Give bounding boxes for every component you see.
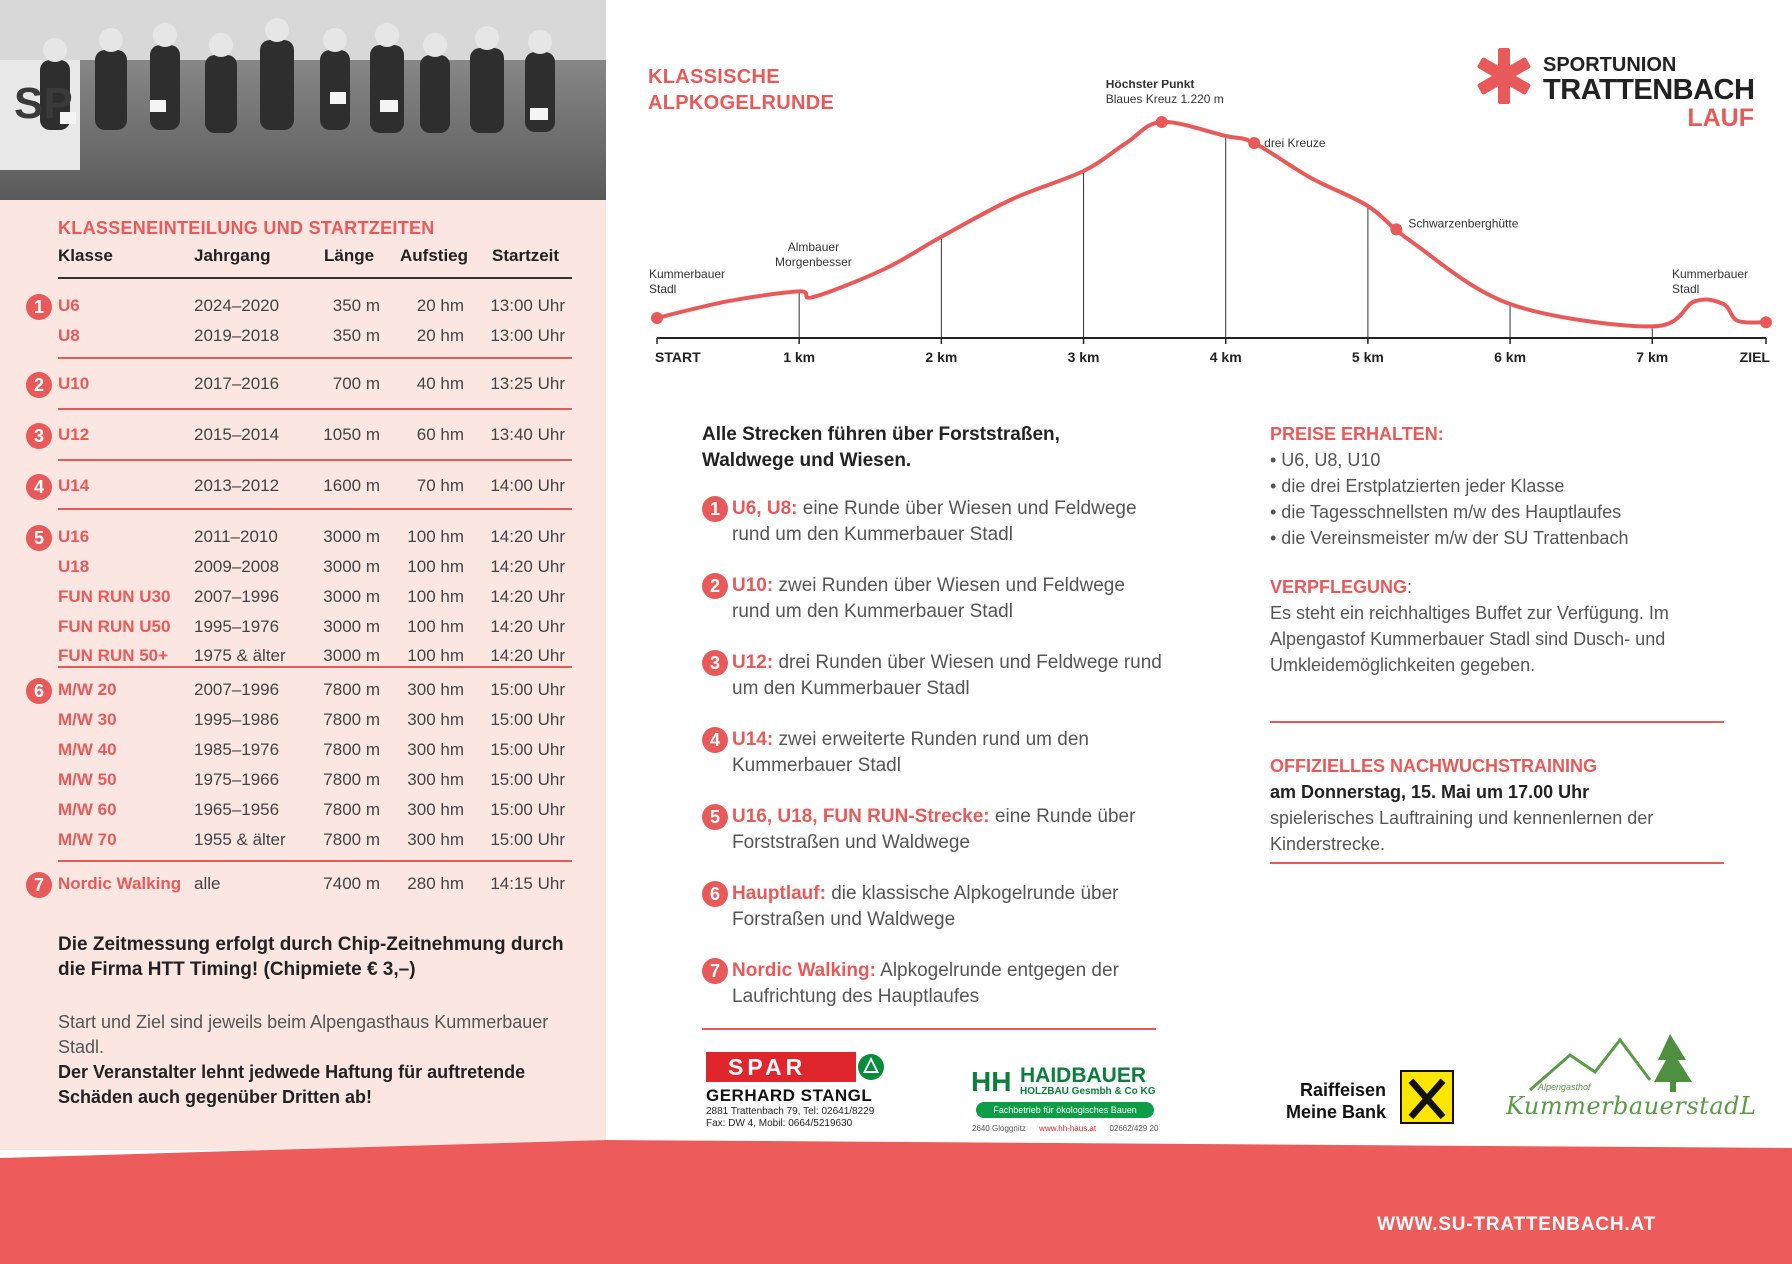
raiffeisen-line2: Meine Bank xyxy=(1285,1102,1386,1122)
cell-laenge: 3000 m xyxy=(323,527,380,546)
cell-startzeit: 15:00 Uhr xyxy=(490,770,565,789)
cell-jahrgang: 2017–2016 xyxy=(194,374,280,393)
cell-aufstieg: 300 hm xyxy=(407,770,464,789)
route-item xyxy=(702,804,1162,856)
x-tick-label: START xyxy=(655,349,701,365)
cell-laenge: 350 m xyxy=(332,296,380,315)
header-startzeit: Startzeit xyxy=(492,246,560,265)
cell-laenge: 700 m xyxy=(332,374,380,393)
spar-word: SPAR xyxy=(728,1054,807,1080)
haidbauer-footer xyxy=(972,1124,1158,1133)
cell-aufstieg: 20 hm xyxy=(416,296,464,315)
waypoint-label: Stadl xyxy=(1672,282,1700,297)
route-text: Alpkogelrunde entgegen der Laufrichtung des Hauptlaufes xyxy=(732,960,1119,1007)
spar-sponsor-logo xyxy=(706,1052,886,1130)
header-klasse: Klasse xyxy=(58,246,113,265)
cell-jahrgang: 2013–2012 xyxy=(194,476,280,495)
cell-laenge: 3000 m xyxy=(323,617,380,636)
cell-aufstieg: 300 hm xyxy=(407,800,464,819)
group-divider xyxy=(58,666,572,668)
route-description xyxy=(732,958,1162,1010)
cell-klasse: FUN RUN U50 xyxy=(58,617,171,636)
cell-aufstieg: 100 hm xyxy=(407,617,464,636)
group-divider xyxy=(58,459,572,461)
class-row xyxy=(0,296,606,320)
route-item xyxy=(702,496,1162,548)
cell-startzeit: 13:25 Uhr xyxy=(490,374,565,393)
middle-divider xyxy=(702,1028,1156,1030)
cell-aufstieg: 100 hm xyxy=(407,527,464,546)
cell-startzeit: 15:00 Uhr xyxy=(490,680,565,699)
route-item xyxy=(702,573,1162,625)
cell-klasse: U8 xyxy=(58,326,80,345)
cell-aufstieg: 40 hm xyxy=(416,374,464,393)
route-text: eine Runde über Wiesen und Feldwege rund um den Kummerbauer Stadl xyxy=(732,498,1137,545)
class-row xyxy=(0,740,606,764)
cell-klasse: U16 xyxy=(58,527,90,546)
cell-startzeit: 14:20 Uhr xyxy=(490,617,565,636)
runners-photo xyxy=(0,0,606,200)
route-heading: U16, U18, FUN RUN-Strecke: xyxy=(732,806,990,827)
cell-startzeit: 14:20 Uhr xyxy=(490,557,565,576)
haidbauer-name: HAIDBAUER xyxy=(1020,1064,1146,1087)
group-number-badge: 1 xyxy=(26,294,52,320)
cell-startzeit: 14:20 Uhr xyxy=(490,646,565,665)
cell-startzeit: 14:15 Uhr xyxy=(490,874,565,893)
class-table-title: KLASSENEINTEILUNG UND STARTZEITEN xyxy=(58,218,435,238)
cell-jahrgang: alle xyxy=(194,874,221,893)
logo-line2: TRATTENBACH xyxy=(1543,74,1755,106)
cell-klasse: M/W 20 xyxy=(58,680,117,699)
svg-text:HH: HH xyxy=(971,1066,1012,1097)
waypoint-label: Stadl xyxy=(649,282,677,296)
route-text: drei Runden über Wiesen und Feldwege rund um den Kummerbauer Stadl xyxy=(732,652,1162,699)
kummerbauerstadl-top: Alpengasthof xyxy=(1538,1082,1591,1092)
group-divider xyxy=(58,508,572,510)
cell-laenge: 3000 m xyxy=(323,646,380,665)
routes-intro: Alle Strecken führen über Forststraßen, Waldwege und Wiesen. xyxy=(702,424,1060,471)
catering-text: Es steht ein reichhaltiges Buffet zur Verfügung. Im Alpengastof Kummerbauer Stadl sind Dusch- und Umkleidemöglichkeiten gegeben. xyxy=(1270,603,1669,675)
training-date: am Donnerstag, 15. Mai um 17.00 Uhr xyxy=(1270,782,1590,802)
x-tick-label: 4 km xyxy=(1209,349,1242,365)
waypoint-sublabel: Blaues Kreuz 1.220 m xyxy=(1105,92,1224,106)
route-item xyxy=(702,958,1162,1010)
cell-klasse: M/W 60 xyxy=(58,800,117,819)
cell-jahrgang: 1995–1986 xyxy=(194,710,280,729)
cell-jahrgang: 2015–2014 xyxy=(194,425,280,444)
route-item xyxy=(702,881,1162,933)
route-title-line1: KLASSISCHE xyxy=(648,66,780,88)
cell-laenge: 3000 m xyxy=(323,587,380,606)
cell-aufstieg: 100 hm xyxy=(407,646,464,665)
cell-jahrgang: 2009–2008 xyxy=(194,557,280,576)
cell-laenge: 7800 m xyxy=(323,830,380,849)
route-heading: U14: xyxy=(732,729,774,750)
route-number-badge: 7 xyxy=(702,958,728,984)
cell-laenge: 1600 m xyxy=(323,476,380,495)
waypoint-marker xyxy=(1156,116,1168,128)
route-description xyxy=(732,727,1162,779)
catering-title-text: VERPFLEGUNG xyxy=(1270,577,1408,597)
prizes-list xyxy=(1270,447,1750,551)
kummerbauerstadl-logo xyxy=(1500,1030,1757,1140)
cell-jahrgang: 1955 & älter xyxy=(194,830,286,849)
class-row xyxy=(0,374,606,398)
waypoint-marker xyxy=(651,312,663,324)
route-description xyxy=(732,650,1162,702)
route-number-badge: 5 xyxy=(702,804,728,830)
class-row xyxy=(0,770,606,794)
cell-jahrgang: 1975 & älter xyxy=(194,646,286,665)
cell-klasse: FUN RUN 50+ xyxy=(58,646,169,665)
haidbauer-tagline: Fachbetrieb für ökologisches Bauen xyxy=(976,1102,1154,1118)
cell-aufstieg: 100 hm xyxy=(407,587,464,606)
route-number-badge: 2 xyxy=(702,573,728,599)
cell-aufstieg: 300 hm xyxy=(407,740,464,759)
cell-jahrgang: 1995–1976 xyxy=(194,617,280,636)
group-number-badge: 6 xyxy=(26,678,52,704)
class-row xyxy=(0,617,606,641)
haidbauer-phone: 02662/429 20 xyxy=(1109,1124,1159,1133)
route-item xyxy=(702,727,1162,779)
spar-bar xyxy=(706,1052,886,1082)
route-item xyxy=(702,650,1162,702)
class-row xyxy=(0,874,606,898)
cell-klasse: U18 xyxy=(58,557,90,576)
cell-aufstieg: 100 hm xyxy=(407,557,464,576)
route-description xyxy=(732,496,1162,548)
raiffeisen-line1: Raiffeisen xyxy=(1299,1080,1386,1100)
cell-laenge: 7800 m xyxy=(323,710,380,729)
header-laenge: Länge xyxy=(324,246,375,265)
kummerbauerstadl-name: KummerbauerstadL xyxy=(1506,1092,1757,1120)
group-divider xyxy=(58,860,572,862)
header-divider xyxy=(58,277,572,279)
cell-laenge: 1050 m xyxy=(323,425,380,444)
cell-jahrgang: 2007–1996 xyxy=(194,587,280,606)
cell-aufstieg: 300 hm xyxy=(407,830,464,849)
cell-aufstieg: 20 hm xyxy=(416,326,464,345)
liability-note: Der Veranstalter lehnt jedwede Haftung für auftretende Schäden auch gegenüber Dritten ab! xyxy=(58,1062,526,1107)
x-tick-label: 3 km xyxy=(1067,349,1100,365)
chip-timing-note: Die Zeitmessung erfolgt durch Chip-Zeitnehmung durch die Firma HTT Timing! (Chipmiete € 3,–) xyxy=(58,934,564,980)
cell-laenge: 3000 m xyxy=(323,557,380,576)
route-number-badge: 4 xyxy=(702,727,728,753)
class-row xyxy=(0,680,606,704)
cell-jahrgang: 2024–2020 xyxy=(194,296,280,315)
raiffeisen-sponsor-logo xyxy=(1274,1068,1454,1124)
elevation-profile-chart xyxy=(640,80,1790,380)
cell-laenge: 7800 m xyxy=(323,740,380,759)
class-row xyxy=(0,476,606,500)
haidbauer-hh-icon xyxy=(970,1064,1016,1098)
cell-startzeit: 14:20 Uhr xyxy=(490,587,565,606)
cell-aufstieg: 280 hm xyxy=(407,874,464,893)
header-aufstieg: Aufstieg xyxy=(400,246,468,265)
cell-jahrgang: 2011–2010 xyxy=(194,527,278,546)
cell-laenge: 7800 m xyxy=(323,800,380,819)
waypoint-label: Morgenbesser xyxy=(775,255,852,269)
class-row xyxy=(0,425,606,449)
cell-aufstieg: 60 hm xyxy=(416,425,464,444)
class-row xyxy=(0,800,606,824)
cell-klasse: M/W 70 xyxy=(58,830,117,849)
cell-aufstieg: 300 hm xyxy=(407,710,464,729)
prize-item: • die Tagesschnellsten m/w des Hauptlaufes xyxy=(1270,502,1622,522)
route-text: zwei Runden über Wiesen und Feldwege rund um den Kummerbauer Stadl xyxy=(732,575,1125,622)
mountain-tree-icon xyxy=(1500,1030,1710,1100)
haidbauer-web: www.hh-haus.at xyxy=(1039,1124,1097,1133)
cell-laenge: 350 m xyxy=(332,326,380,345)
waypoint-label: Schwarzenberghütte xyxy=(1408,216,1519,231)
waypoint-marker xyxy=(1248,137,1260,149)
website-link[interactable]: WWW.SU-TRATTENBACH.AT xyxy=(1377,1214,1656,1235)
cell-startzeit: 14:20 Uhr xyxy=(490,527,565,546)
spar-contact: Fax: DW 4, Mobil: 0664/5219630 xyxy=(706,1118,853,1129)
cell-startzeit: 14:00 Uhr xyxy=(490,476,565,495)
class-row xyxy=(0,830,606,854)
start-finish-note: Start und Ziel sind jeweils beim Alpengasthaus Kummerbauer Stadl. xyxy=(58,1012,549,1057)
cell-startzeit: 15:00 Uhr xyxy=(490,740,565,759)
spar-address: 2881 Trattenbach 79, Tel: 02641/8229 xyxy=(706,1106,875,1117)
x-tick-label: 1 km xyxy=(783,349,816,365)
logo-line1: SPORTUNION xyxy=(1543,54,1677,76)
cell-startzeit: 15:00 Uhr xyxy=(490,830,565,849)
cell-startzeit: 15:00 Uhr xyxy=(490,800,565,819)
route-text: eine Runde über Forststraßen und Waldwege xyxy=(732,806,1136,853)
class-row xyxy=(0,557,606,581)
route-description xyxy=(732,881,1162,933)
prizes-title: PREISE ERHALTEN: xyxy=(1270,424,1444,444)
class-row xyxy=(0,587,606,611)
route-number-badge: 3 xyxy=(702,650,728,676)
cell-startzeit: 13:00 Uhr xyxy=(490,296,565,315)
catering-title xyxy=(1270,577,1412,598)
cell-klasse: U14 xyxy=(58,476,90,495)
cell-klasse: M/W 30 xyxy=(58,710,117,729)
class-row xyxy=(0,710,606,734)
group-number-badge: 4 xyxy=(26,474,52,500)
class-row xyxy=(0,326,606,350)
spar-owner: GERHARD STANGL xyxy=(706,1086,873,1105)
x-tick-label: 7 km xyxy=(1636,349,1669,365)
cell-klasse: U6 xyxy=(58,296,80,315)
prize-item: • die Vereinsmeister m/w der SU Trattenbach xyxy=(1270,528,1629,548)
cell-aufstieg: 70 hm xyxy=(416,476,464,495)
group-number-badge: 3 xyxy=(26,423,52,449)
waypoint-label: Kummerbauer xyxy=(1672,267,1749,282)
cell-laenge: 7400 m xyxy=(323,874,380,893)
cell-jahrgang: 2007–1996 xyxy=(194,680,280,699)
cell-startzeit: 13:00 Uhr xyxy=(490,326,565,345)
route-heading: Nordic Walking: xyxy=(732,960,876,981)
route-text: zwei erweiterte Runden rund um den Kummerbauer Stadl xyxy=(732,729,1089,776)
cell-klasse: FUN RUN U30 xyxy=(58,587,171,606)
waypoint-label: Almbauer xyxy=(787,240,840,254)
cell-klasse: M/W 50 xyxy=(58,770,117,789)
route-heading: Hauptlauf: xyxy=(732,883,826,904)
group-divider xyxy=(58,357,572,359)
route-number-badge: 6 xyxy=(702,881,728,907)
cell-jahrgang: 1965–1956 xyxy=(194,800,280,819)
haidbauer-city: 2640 Gloggnitz xyxy=(972,1124,1026,1133)
waypoint-label: drei Kreuze xyxy=(1264,136,1326,150)
cell-startzeit: 13:40 Uhr xyxy=(490,425,565,444)
waypoint-marker xyxy=(1390,223,1402,235)
route-heading: U6, U8: xyxy=(732,498,798,519)
route-title-line2: ALPKOGELRUNDE xyxy=(648,92,835,114)
training-title: OFFIZIELLES NACHWUCHSTRAINING xyxy=(1270,756,1597,776)
header-jahrgang: Jahrgang xyxy=(194,246,271,265)
cell-jahrgang: 1985–1976 xyxy=(194,740,280,759)
cell-laenge: 7800 m xyxy=(323,770,380,789)
group-number-badge: 2 xyxy=(26,372,52,398)
waypoint-label: Kummerbauer xyxy=(649,267,726,281)
training-text: spielerisches Lauftraining und kennenlernen der Kinderstrecke. xyxy=(1270,808,1654,854)
cell-klasse: U12 xyxy=(58,425,90,444)
group-number-badge: 5 xyxy=(26,525,52,551)
route-description xyxy=(732,573,1162,625)
spar-tree-icon xyxy=(856,1052,886,1082)
right-divider-top xyxy=(1270,721,1724,723)
prize-item: • U6, U8, U10 xyxy=(1270,450,1381,470)
haidbauer-subtitle: HOLZBAU Gesmbh & Co KG xyxy=(1020,1086,1156,1097)
elevation-line xyxy=(657,122,1766,326)
x-tick-label: ZIEL xyxy=(1739,349,1770,365)
x-tick-label: 6 km xyxy=(1494,349,1527,365)
route-description xyxy=(732,804,1162,856)
class-row xyxy=(0,527,606,551)
waypoint-label: Höchster Punkt xyxy=(1105,80,1195,91)
x-tick-label: 5 km xyxy=(1351,349,1384,365)
right-divider-bottom xyxy=(1270,862,1724,864)
cell-klasse: Nordic Walking xyxy=(58,874,182,893)
catering-title-colon: : xyxy=(1407,577,1413,597)
cell-jahrgang: 1975–1966 xyxy=(194,770,280,789)
route-number-badge: 1 xyxy=(702,496,728,522)
cell-jahrgang: 2019–2018 xyxy=(194,326,280,345)
waypoint-marker xyxy=(1760,316,1772,328)
x-tick-label: 2 km xyxy=(925,349,958,365)
prize-item: • die drei Erstplatzierten jeder Klasse xyxy=(1270,476,1565,496)
group-number-badge: 7 xyxy=(26,872,52,898)
cell-aufstieg: 300 hm xyxy=(407,680,464,699)
cell-laenge: 7800 m xyxy=(323,680,380,699)
cell-startzeit: 15:00 Uhr xyxy=(490,710,565,729)
route-heading: U12: xyxy=(732,652,774,673)
cell-klasse: U10 xyxy=(58,374,90,393)
group-divider xyxy=(58,408,572,410)
raiffeisen-gable-icon xyxy=(1400,1070,1454,1124)
footer-band xyxy=(0,1140,1792,1264)
route-text: die klassische Alpkogelrunde über Forstraßen und Waldwege xyxy=(732,883,1119,930)
logo-line3: LAUF xyxy=(1687,104,1754,132)
route-heading: U10: xyxy=(732,575,774,596)
cell-klasse: M/W 40 xyxy=(58,740,117,759)
svg-text:SP: SP xyxy=(14,79,73,128)
